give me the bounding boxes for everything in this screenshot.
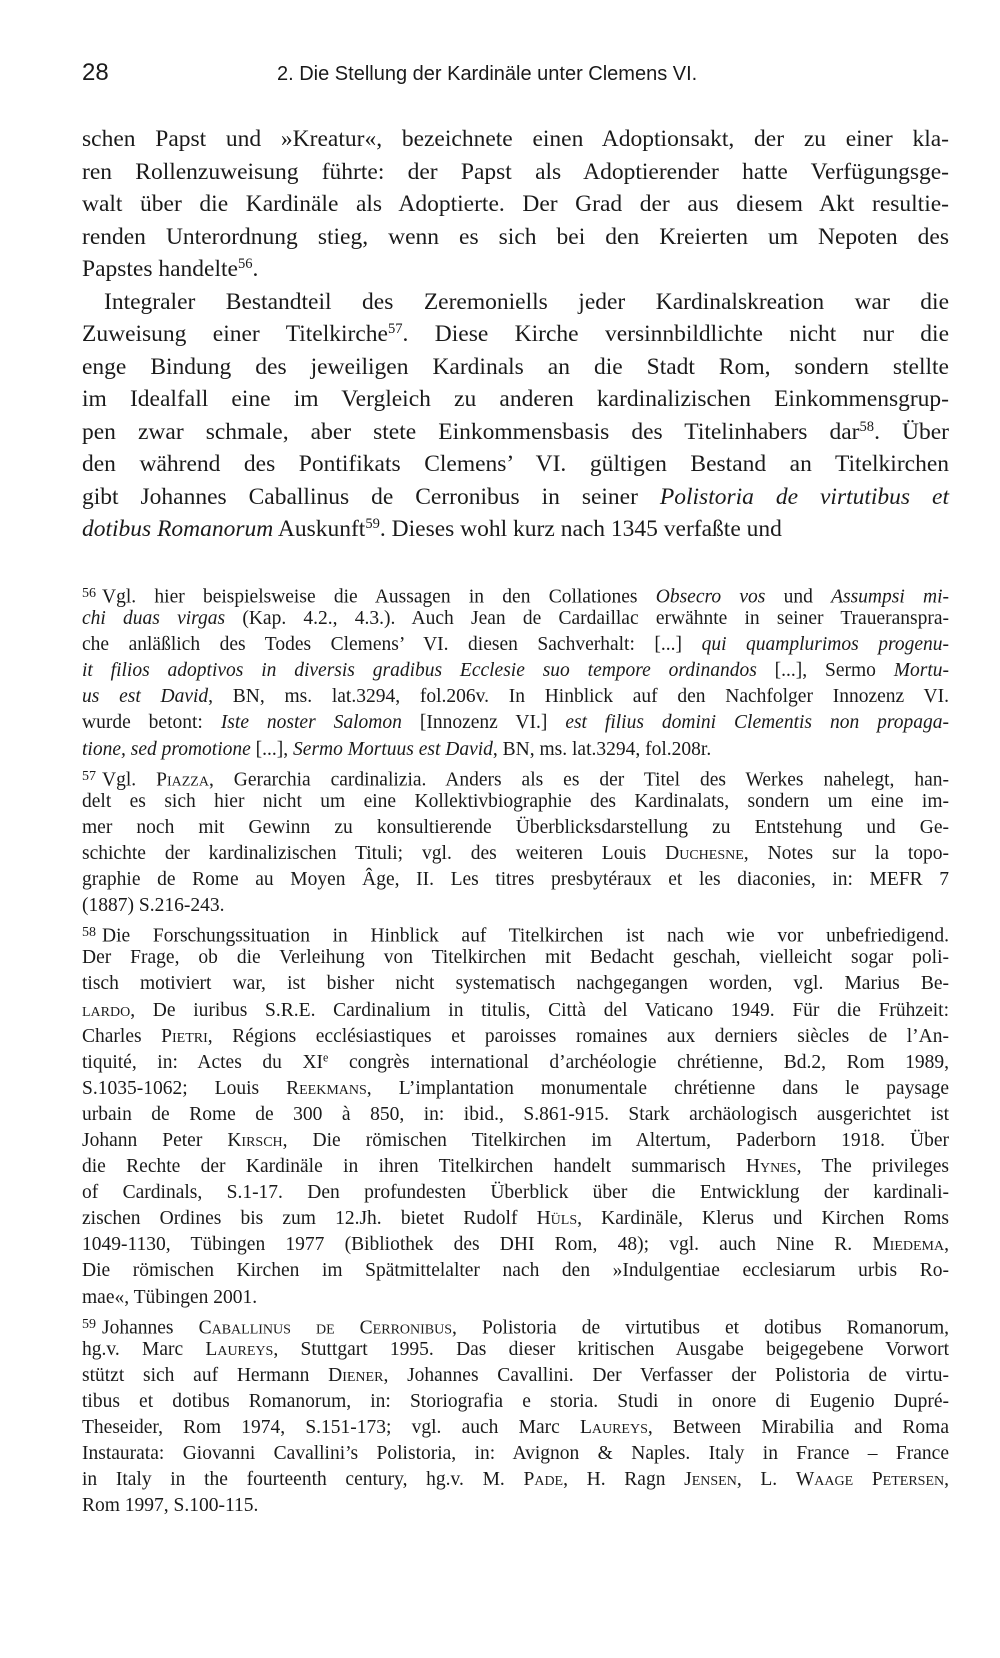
chapter-title: 2. Die Stellung der Kardinäle unter Clemens VI. bbox=[277, 63, 698, 85]
body-line: schen Papst und »Kreatur«, bezeichnete einen Adoptionsakt, der zu einer kla- bbox=[82, 126, 949, 152]
footnote-number: 56 bbox=[82, 585, 97, 601]
author-name: Miedema bbox=[872, 1234, 945, 1256]
footnote-line: chi duas virgas (Kap. 4.2., 4.3.). Auch Jean de Cardaillac erwähnte in seiner Traueranspra- bbox=[82, 608, 949, 630]
italic-text: Iste noster Salomon bbox=[220, 712, 402, 734]
author-name: Pade bbox=[523, 1469, 564, 1491]
footnote-line: schichte der kardinalizischen Tituli; vgl. des weiteren Louis Duchesne, Notes sur la topo- bbox=[82, 842, 949, 864]
footnote-line: tione, sed promotione [...], Sermo Mortuus est David, BN, ms. lat.3294, fol.208r. bbox=[82, 738, 712, 760]
footnote-line: urbain de Rome de 300 à 850, in: ibid., S.861-915. Stark archäologisch ausgerichtet ist bbox=[82, 1103, 949, 1125]
footnote-line: S.1035-1062; Louis Reekmans, L’implantation monumentale chrétienne dans le paysage bbox=[82, 1077, 949, 1099]
italic-text: it filios adoptivos in diversis gradibus Ecclesie suo tempore ordinandos bbox=[82, 660, 757, 682]
footnote-line: Theseider, Rom 1974, S.151-173; vgl. auch Marc Laureys, Between Mirabilia and Roma bbox=[82, 1417, 949, 1438]
footnote-line: us est David, BN, ms. lat.3294, fol.206v. In Hinblick auf den Nachfolger Innozenz VI. bbox=[82, 686, 950, 708]
body-line: den während des Pontifikats Clemens’ VI. gültigen Bestand an Titelkirchen bbox=[82, 451, 949, 477]
body-line: pen zwar schmale, aber stete Einkommensbasis des Titelinhabers dar$^{58}$. Über bbox=[82, 418, 949, 445]
footnote-line: Rom 1997, S.100-115. bbox=[82, 1495, 259, 1517]
footnote-line: mer noch mit Gewinn zu konsultierende Überblicksdarstellung zu Entstehung und Ge- bbox=[82, 816, 949, 838]
author-name: Diener bbox=[328, 1364, 384, 1386]
page-number: 28 bbox=[82, 59, 109, 86]
author-name: Piazza bbox=[156, 769, 209, 791]
author-name: lardo bbox=[82, 999, 131, 1021]
footnote-line: in Italy in the fourteenth century, hg.v. M. Pade, H. Ragn Jensen, L. Waage Petersen, bbox=[82, 1469, 950, 1491]
footnote-reference: 59 bbox=[365, 516, 380, 532]
footnote-line: of Cardinals, S.1-17. Den profundesten Überblick über die Entwicklung der kardinali- bbox=[82, 1182, 949, 1204]
author-name: Hüls bbox=[536, 1208, 578, 1230]
italic-text: Assumpsi mi- bbox=[831, 586, 950, 608]
footnote-reference: e bbox=[323, 1050, 329, 1065]
footnote-line: graphie de Rome au Moyen Âge, II. Les titres presbytéraux et les diaconies, in: MEFR 7 bbox=[82, 869, 949, 891]
footnote-line: Die römischen Kirchen im Spätmittelalter nach den »Indulgentiae ecclesiarum urbis Ro- bbox=[82, 1260, 949, 1282]
footnote-reference: 57 bbox=[387, 321, 403, 337]
author-name: Waage Petersen bbox=[795, 1469, 945, 1491]
footnote-number: 58 bbox=[82, 924, 97, 941]
author-name: Hynes bbox=[745, 1156, 797, 1178]
footnote-line: $^{58}$ Die Forschungssituation in Hinblick auf Titelkirchen ist nach wie vor unbefriedigend. bbox=[82, 924, 949, 947]
body-line: Integraler Bestandteil des Zeremoniells jeder Kardinalskreation war die bbox=[104, 288, 949, 315]
italic-text: us est David bbox=[82, 686, 209, 708]
footnote-line: Instaurata: Giovanni Cavallini’s Polistoria, in: Avignon & Naples. Italy in France – France bbox=[82, 1443, 949, 1465]
body-line: im Idealfall eine im Vergleich zu anderen kardinalizischen Einkommensgrup- bbox=[82, 386, 949, 412]
italic-text: chi duas virgas bbox=[82, 608, 226, 630]
footnote-line: die Rechte der Kardinäle in ihren Titelkirchen handelt summarisch Hynes, The privileges bbox=[82, 1156, 949, 1178]
footnote-line: delt es sich hier nicht um eine Kollektivbiographie des Kardinalats, sondern um eine im- bbox=[82, 790, 949, 812]
author-name: Caballinus de Cerronibus bbox=[198, 1317, 453, 1339]
footnote-line: wurde betont: Iste noster Salomon [Innozenz VI.] est filius domini Clementis non propaga- bbox=[82, 712, 950, 734]
footnote-line: $^{59}$ Johannes Caballinus de Cerronibus, Polistoria de virtutibus et dotibus Romanorum, bbox=[82, 1315, 949, 1339]
italic-text: est filius domini Clementis non propaga- bbox=[565, 712, 950, 734]
body-text bbox=[82, 123, 949, 546]
body-line: dotibus Romanorum Auskunft$^{59}$. Dieses wohl kurz nach 1345 verfaßte und bbox=[82, 516, 782, 542]
footnote-line: hg.v. Marc Laureys, Stuttgart 1995. Das dieser kritischen Ausgabe beigegebene Vorwort bbox=[82, 1338, 949, 1360]
author-name: Jensen bbox=[684, 1469, 737, 1491]
body-line: renden Unterordnung stieg, wenn es sich bei den Kreierten um Nepoten des bbox=[82, 223, 949, 250]
italic-text: qui quamplurimos progenu- bbox=[701, 634, 949, 656]
footnote-line: Johann Peter Kirsch, Die römischen Titelkirchen im Altertum, Paderborn 1918. Über bbox=[82, 1129, 950, 1151]
footnote-line: (1887) S.216-243. bbox=[82, 895, 225, 917]
footnote-reference: 56 bbox=[237, 256, 253, 272]
footnote-line: Der Frage, ob die Verleihung von Titelkirchen mit Bedacht geschah, vielleicht sogar poli- bbox=[82, 947, 949, 969]
italic-text: Mortu- bbox=[893, 660, 949, 682]
body-line: Papstes handelte$^{56}$. bbox=[82, 256, 259, 282]
italic-text: tione, sed promotione bbox=[82, 738, 251, 760]
italic-text: Polistoria de virtutibus et bbox=[659, 483, 949, 510]
footnote-line: che anläßlich des Todes Clemens’ VI. diesen Sachverhalt: [...] qui quamplurimos progenu- bbox=[82, 634, 949, 656]
author-name: Reekmans bbox=[286, 1077, 367, 1099]
author-name: Laureys bbox=[205, 1338, 274, 1360]
author-name: Laureys bbox=[579, 1417, 648, 1438]
footnote-number: 57 bbox=[82, 767, 97, 784]
footnote-line: tibus et dotibus Romanorum, in: Storiografia e storia. Studi in onore di Eugenio Dupré- bbox=[82, 1390, 949, 1412]
footnote-line: tiquité, in: Actes du XIe congrès international d’archéologie chrétienne, Bd.2, Rom 1989, bbox=[82, 1050, 950, 1073]
footnote-line: mae«, Tübingen 2001. bbox=[82, 1286, 258, 1308]
italic-text: Sermo Mortuus est David bbox=[293, 738, 493, 760]
body-line: Zuweisung einer Titelkirche$^{57}$. Diese Kirche versinnbildlichte nicht nur die bbox=[82, 321, 950, 347]
footnote-line: it filios adoptivos in diversis gradibus Ecclesie suo tempore ordinandos [...], Sermo Mortu- bbox=[82, 660, 949, 682]
author-name: Pietri bbox=[161, 1025, 208, 1047]
footnotes bbox=[82, 580, 949, 1519]
footnote-reference: 58 bbox=[859, 418, 875, 435]
footnote-line: Charles Pietri, Régions ecclésiastiques et paroisses romaines aux derniers siècles de l’An- bbox=[82, 1025, 949, 1047]
italic-text: dotibus Romanorum bbox=[82, 516, 274, 542]
footnote-line: tisch motiviert war, ist bisher nicht systematisch nachgegangen worden, vgl. Marius Be- bbox=[82, 973, 949, 995]
author-name: Duchesne bbox=[665, 842, 744, 864]
body-line: walt über die Kardinäle als Adoptierte. Der Grad der aus diesem Akt resultie- bbox=[82, 191, 949, 217]
body-line: enge Bindung des jeweiligen Kardinals an die Stadt Rom, sondern stellte bbox=[82, 353, 949, 380]
footnote-number: 59 bbox=[82, 1315, 97, 1332]
italic-text: Obsecro vos bbox=[655, 586, 766, 608]
footnote-line: 1049-1130, Tübingen 1977 (Bibliothek des DHI Rom, 48); vgl. auch Nine R. Miedema, bbox=[82, 1234, 949, 1256]
running-head bbox=[82, 58, 952, 98]
body-line: ren Rollenzuweisung führte: der Papst als Adoptierender hatte Verfügungsge- bbox=[82, 158, 949, 185]
body-line: gibt Johannes Caballinus de Cerronibus in seiner Polistoria de virtutibus et bbox=[82, 483, 949, 510]
footnote-line: zischen Ordines bis zum 12.Jh. bietet Rudolf Hüls, Kardinäle, Klerus und Kirchen Roms bbox=[82, 1208, 950, 1230]
author-name: Kirsch bbox=[227, 1129, 283, 1151]
footnote-line: lardo, De iuribus S.R.E. Cardinalium in titulis, Città del Vaticano 1949. Für die Frühzeit: bbox=[82, 999, 949, 1021]
footnote-line: stützt sich auf Hermann Diener, Johannes Cavallini. Der Verfasser der Polistoria de virtu- bbox=[82, 1364, 949, 1386]
footnote-line: $^{56}$ Vgl. hier beispielsweise die Aussagen in den Collationes Obsecro vos und Assumpsi mi- bbox=[82, 585, 950, 608]
footnote-line: $^{57}$ Vgl. Piazza, Gerarchia cardinalizia. Anders als es der Titel des Werkes nahelegt, han- bbox=[82, 767, 950, 791]
